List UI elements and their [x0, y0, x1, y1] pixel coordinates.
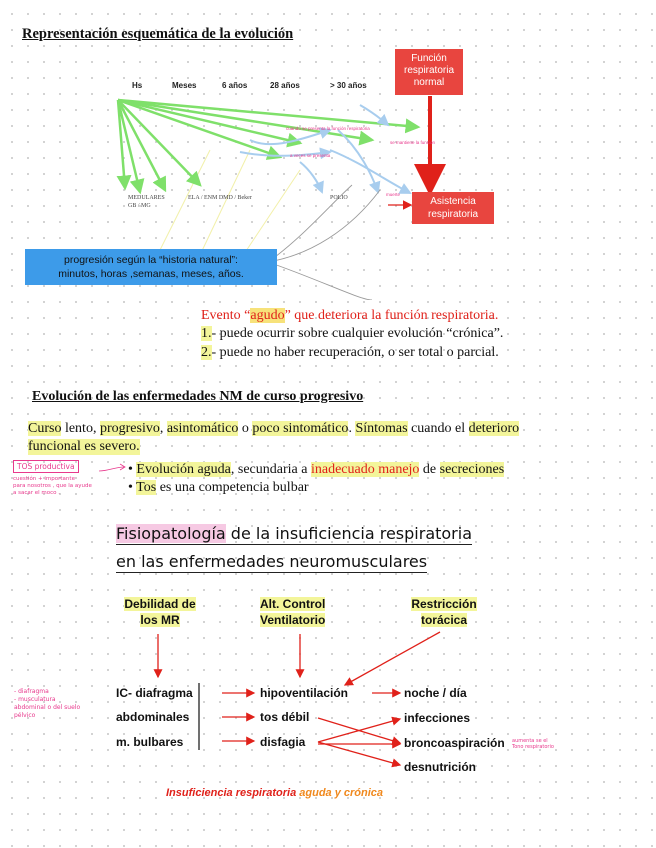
note-tono-respiratorio: aumenta se el Tono respiratorio — [512, 738, 554, 750]
time-label-28: 28 años — [270, 81, 300, 90]
note-cuestion: cuestión + importante para nosotros , que la ayude a sacar el moco . — [13, 476, 92, 496]
note-arrow — [97, 462, 127, 474]
label-polio: POLIO — [330, 195, 348, 201]
section3-title-line1: Fisiopatología de la insuficiencia respiratoria — [116, 524, 473, 543]
muscle-abdominales: abdominales — [116, 710, 190, 724]
box-funcion-normal: Función respiratoria normal — [395, 49, 463, 95]
section1-title: Representación esquemática de la evolución — [22, 26, 294, 42]
curso-line-2: funcional es severo. — [28, 439, 140, 454]
section2-title: Evolución de las enfermedades NM de curso progresivo — [32, 389, 364, 404]
note-diafragma: - diafragma - musculatura abdominal o del suelo pélvico — [14, 688, 81, 719]
curso-line-1: Curso lento, progresivo, asintomático o poco sintomático. Síntomas cuando el deterioro — [28, 421, 520, 436]
label-medulares: MEDULARES — [128, 195, 165, 201]
pink-note-1: cuando se presenta la función respiratoria — [286, 126, 370, 131]
label-gbmg: GB / MG — [128, 203, 151, 209]
mech-disfagia: disfagia — [260, 735, 306, 749]
time-label-30: > 30 años — [330, 81, 367, 90]
muscle-bulbares: m. bulbares — [116, 735, 184, 749]
muscle-ic-diafragma: IC- diafragma — [116, 686, 193, 700]
cause-control: Alt. Control Ventilatorio — [260, 597, 326, 627]
cause-debilidad: Debilidad de los MR — [124, 597, 196, 627]
pink-note-2: a veces se presenta — [290, 153, 331, 158]
footer-insuficiencia: Insuficiencia respiratoria aguda y crónica — [166, 787, 384, 799]
label-ela: ELA / ENM DMD / Beker — [188, 195, 252, 201]
mech-hipoventilacion: hipoventilación — [260, 686, 349, 700]
time-label-hs: Hs — [132, 81, 143, 90]
out-noche-dia: noche / día — [404, 686, 467, 700]
out-desnutricion: desnutrición — [404, 760, 477, 774]
pink-note-3: se mantiene la función — [390, 140, 436, 145]
bullet-evolucion: • Evolución aguda, secundaria a inadecuado manejo de secreciones — [128, 462, 505, 477]
box-asistencia: Asistencia respiratoria — [412, 192, 494, 224]
note-tos-productiva: TOS productiva — [13, 460, 79, 473]
time-label-6: 6 años — [222, 81, 248, 90]
out-broncoaspiracion: broncoaspiración — [404, 736, 505, 750]
evento-line: Evento “agudo” que deteriora la función respiratoria. — [201, 308, 499, 323]
evento-item-1: 1.- puede ocurrir sobre cualquier evolución “crónica”. — [201, 326, 504, 341]
time-label-meses: Meses — [172, 81, 197, 90]
box-progresion: progresión según la “historia natural”: minutos, horas ,semanas, meses, años. — [25, 249, 277, 285]
out-infecciones: infecciones — [404, 711, 471, 725]
gray-curves — [268, 185, 380, 300]
cause-restriccion: Restricción torácica — [411, 597, 477, 627]
pink-note-4: muerte — [386, 192, 401, 197]
mech-tos-debil: tos débil — [260, 710, 310, 724]
bullet-tos: • Tos es una competencia bulbar — [128, 480, 309, 495]
evento-item-2: 2.- puede no haber recuperación, o ser total o parcial. — [201, 345, 499, 360]
section3-title-line2: en las enfermedades neuromusculares — [116, 552, 428, 571]
